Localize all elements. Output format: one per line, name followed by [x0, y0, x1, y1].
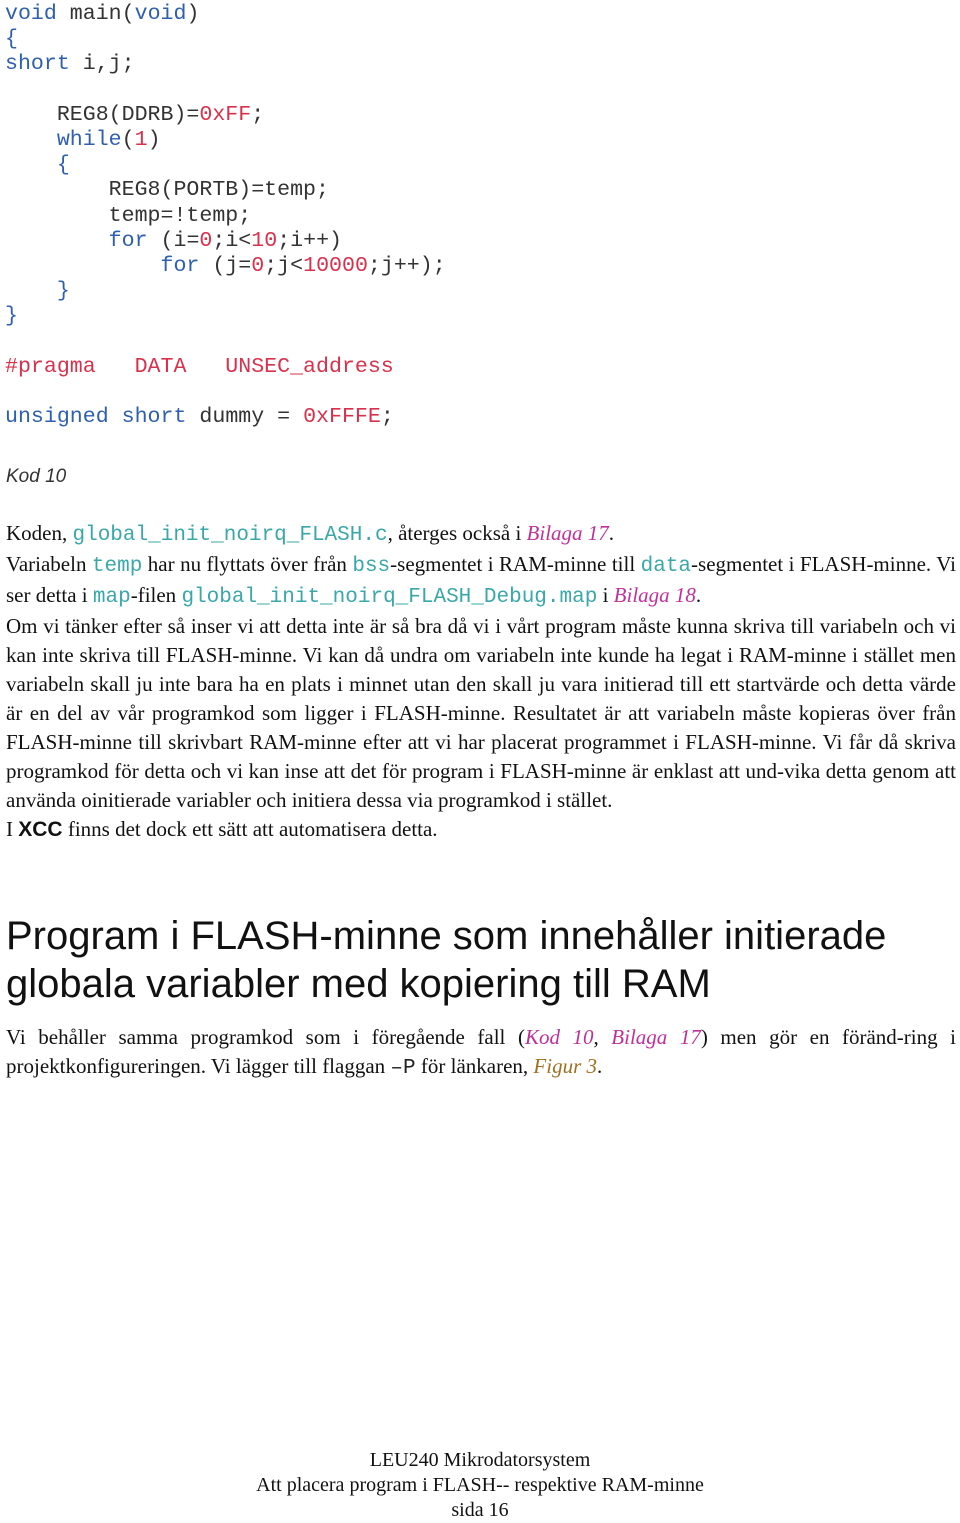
- text: .: [597, 1054, 603, 1078]
- code-token: void: [5, 2, 57, 26]
- text: finns det dock ett sätt att automatisera detta.: [62, 817, 438, 841]
- code-token: ;: [251, 102, 265, 127]
- code-token: i,j;: [69, 52, 135, 77]
- code-token: 0: [199, 228, 213, 253]
- figure-link[interactable]: Figur 3: [533, 1054, 598, 1078]
- code-token: [5, 229, 109, 253]
- footer-course: LEU240 Mikrodatorsystem: [369, 1449, 591, 1471]
- text: Variabeln: [6, 552, 92, 576]
- footer-title: Att placera program i FLASH-- respektive RAM-minne: [256, 1474, 704, 1496]
- code-token: 0xFF: [199, 102, 252, 127]
- code-token: ): [147, 127, 161, 152]
- filename: global_init_noirq_FLASH_Debug.map: [181, 586, 598, 609]
- code-token: 0xFFFE: [303, 405, 381, 429]
- code-token: 0: [251, 253, 265, 278]
- code-token: #pragma: [5, 354, 96, 379]
- code-line: REG8(PORTB)=temp;: [5, 178, 329, 203]
- paragraph-variable-moved: [6, 550, 956, 612]
- code-token: (i=: [147, 228, 200, 253]
- code-token: ;i<: [212, 228, 252, 253]
- code-line: }: [5, 304, 18, 329]
- text: Vi behåller samma programkod som i föregående fall (: [6, 1025, 525, 1049]
- paragraph-code-reference: [6, 519, 956, 550]
- code-token: REG8(DDRB)=: [5, 102, 200, 127]
- code-line: {: [5, 27, 18, 52]
- identifier: map: [92, 586, 131, 609]
- code-token: [5, 128, 57, 152]
- text: .: [695, 583, 702, 607]
- text: -segmentet i RAM-minne till: [390, 552, 641, 576]
- text: Koden,: [6, 521, 73, 545]
- text: i: [597, 583, 614, 607]
- code-token: for: [108, 228, 148, 253]
- identifier: data: [640, 555, 692, 578]
- text: ,: [593, 1025, 612, 1049]
- text: , återges också i: [387, 521, 527, 545]
- code-token: ;i++): [277, 228, 342, 253]
- page-footer: [0, 1448, 960, 1523]
- body-text-top: [6, 519, 956, 844]
- code-token: short: [5, 52, 70, 77]
- text: .: [608, 521, 615, 545]
- code-token: ;: [380, 405, 394, 429]
- code-token: 10000: [303, 253, 368, 278]
- text: för länkaren,: [415, 1054, 534, 1078]
- code-line: temp=!temp;: [5, 203, 252, 228]
- section-heading: Program i FLASH-minne som innehåller initierade globala variabler med kopiering till RAM: [6, 914, 887, 1006]
- code-token: 1: [134, 127, 148, 152]
- code-line: }: [5, 279, 70, 304]
- text: I: [6, 817, 19, 841]
- code-token: (j=: [199, 253, 252, 278]
- filename: global_init_noirq_FLASH.c: [72, 524, 388, 547]
- text: -filen: [130, 583, 182, 607]
- code-token: while: [56, 127, 122, 152]
- linker-flag: –P: [390, 1057, 416, 1080]
- appendix-link[interactable]: Bilaga 17: [611, 1025, 701, 1049]
- text: ) men gör en föränd-ring i projektkonfigureringen. Vi lägger till flaggan: [6, 1025, 956, 1078]
- xcc-label: XCC: [18, 818, 63, 841]
- code-token: [109, 405, 122, 429]
- code-token: for: [160, 253, 200, 278]
- code-token: ): [186, 2, 200, 26]
- code-token: (: [121, 127, 135, 152]
- code-reference-link[interactable]: Kod 10: [524, 1025, 594, 1049]
- identifier: temp: [91, 555, 143, 578]
- code-listing: [5, 2, 446, 430]
- code-token: 10: [251, 228, 278, 253]
- text: har nu flyttats över från: [142, 552, 353, 576]
- code-token: DATA UNSEC_address: [95, 354, 394, 379]
- code-token: short: [121, 405, 187, 429]
- paragraph-linker-flag: [6, 1023, 956, 1083]
- body-text-bottom: [6, 1023, 956, 1083]
- code-token: ;j<: [264, 253, 304, 278]
- code-token: void: [134, 2, 187, 26]
- appendix-link[interactable]: Bilaga 18: [613, 583, 696, 607]
- code-token: [5, 254, 161, 278]
- code-caption: Kod 10: [6, 466, 67, 487]
- code-token: main(: [56, 2, 135, 26]
- appendix-link[interactable]: Bilaga 17: [526, 521, 609, 545]
- footer-page-number: sida 16: [451, 1499, 509, 1521]
- identifier: bss: [352, 555, 391, 578]
- code-token: dummy =: [186, 405, 304, 429]
- paragraph-explanation: Om vi tänker efter så inser vi att detta inte är så bra då vi i vårt program måste kunna skriva till variabeln och vi kan inte skriva till FLASH-minne. Vi kan då undra om variabeln inte kunde ha legat i RAM-minne i stället men variabeln skall ju inte bara ha en plats i minnet utan den skall ju vara initierad till ett startvärde och detta värde är en del av vår programkod som ligger i FLASH-minne. Resultatet är att variabeln måste kopieras över från FLASH-minne till skrivbart RAM-minne efter att vi har placerat programmet i FLASH-minne. Vi får då skriva programkod för detta och vi kan inse att det för program i FLASH-minne är enklast att und-vika detta genom att använda oinitierade variabler och initiera dessa via programkod i stället.: [6, 614, 956, 812]
- paragraph-xcc: [6, 815, 956, 844]
- code-token: unsigned: [5, 405, 109, 429]
- text: -segmentet i FLASH-minne. Vi ser detta i: [6, 552, 956, 607]
- code-line: {: [5, 153, 70, 178]
- code-token: ;j++);: [367, 253, 446, 278]
